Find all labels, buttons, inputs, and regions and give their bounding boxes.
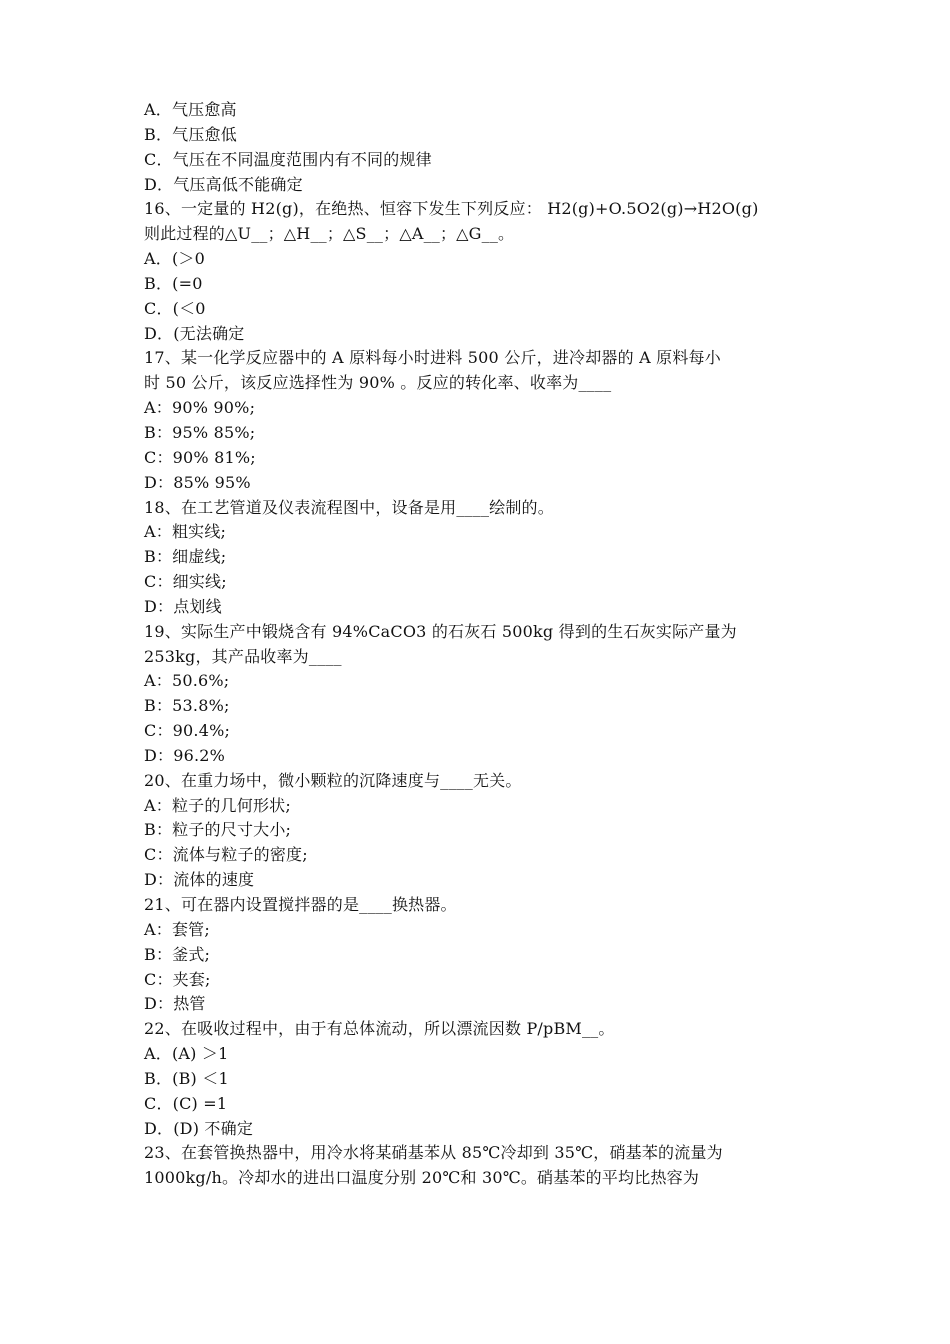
text-line: B：53.8%; xyxy=(144,696,230,716)
question-19-text: 253kg，其产品收率为____ xyxy=(144,646,342,666)
question-23-text: 23、在套管换热器中，用冷水将某硝基苯从 85℃冷却到 35℃，硝基苯的流量为 xyxy=(144,1143,723,1163)
text-line: D：85% 95% xyxy=(144,472,251,492)
question-16-text: 则此过程的△U__；△H__；△S__；△A__；△G__。 xyxy=(144,224,515,244)
text-line: B：粒子的尺寸大小; xyxy=(144,820,292,840)
text-line: B．(B) ＜1 xyxy=(144,1068,229,1088)
question-22-text: 22、在吸收过程中，由于有总体流动，所以漂流因数 P/pBM__。 xyxy=(144,1019,615,1039)
text-line: C．气压在不同温度范围内有不同的规律 xyxy=(144,149,432,169)
page-content xyxy=(144,98,814,1191)
question-23-text: 1000kg/h。冷却水的进出口温度分别 20℃和 30℃。硝基苯的平均比热容为 xyxy=(144,1168,700,1188)
question-19-text: 19、实际生产中锻烧含有 94%CaCO3 的石灰石 500kg 得到的生石灰实际产量为 xyxy=(144,621,737,641)
text-line: A．(A) ＞1 xyxy=(144,1044,229,1064)
text-line: D：点划线 xyxy=(144,596,222,616)
text-line: A：50.6%; xyxy=(144,671,230,691)
text-line: D．气压高低不能确定 xyxy=(144,174,303,194)
question-17-text: 时 50 公斤，该反应选择性为 90% 。反应的转化率、收率为____ xyxy=(144,373,612,393)
text-line: D．(D) 不确定 xyxy=(144,1118,254,1138)
question-17-text: 17、某一化学反应器中的 A 原料每小时进料 500 公斤，进冷却器的 A 原料每小 xyxy=(144,348,721,368)
text-line: C：90% 81%; xyxy=(144,447,256,467)
text-line: B：95% 85%; xyxy=(144,422,256,442)
text-line: B．气压愈低 xyxy=(144,124,237,144)
question-16-text: 16、一定量的 H2(g)，在绝热、恒容下发生下列反应： H2(g)+O.5O2(g)→H2O(g) xyxy=(144,199,759,219)
text-line: C：90.4%; xyxy=(144,721,231,741)
text-line: A．(＞0 xyxy=(144,249,205,269)
text-line: D：流体的速度 xyxy=(144,870,255,890)
question-21-text: 21、可在器内设置搅拌器的是____换热器。 xyxy=(144,895,457,914)
text-line: C．(＜0 xyxy=(144,298,206,318)
text-line: C：流体与粒子的密度; xyxy=(144,845,308,865)
text-line: D：热管 xyxy=(144,994,206,1014)
text-line: C：夹套; xyxy=(144,969,211,989)
text-line: A．气压愈高 xyxy=(144,100,237,119)
text-line: B：细虚线; xyxy=(144,547,227,567)
text-line: A：90% 90%; xyxy=(144,398,256,418)
text-line: A：套管; xyxy=(144,919,210,939)
text-line: C．(C) =1 xyxy=(144,1093,228,1113)
text-line: B．(=0 xyxy=(144,273,203,293)
text-line: C：细实线; xyxy=(144,572,227,592)
text-line: D．(无法确定 xyxy=(144,323,245,343)
question-18-text: 18、在工艺管道及仪表流程图中，设备是用____绘制的。 xyxy=(144,497,554,517)
text-line: A：粗实线; xyxy=(144,522,227,542)
text-line: B：釜式; xyxy=(144,944,211,964)
text-line: D：96.2% xyxy=(144,745,226,765)
question-20-text: 20、在重力场中，微小颗粒的沉降速度与____无关。 xyxy=(144,770,522,790)
text-line: A：粒子的几何形状; xyxy=(144,795,291,815)
